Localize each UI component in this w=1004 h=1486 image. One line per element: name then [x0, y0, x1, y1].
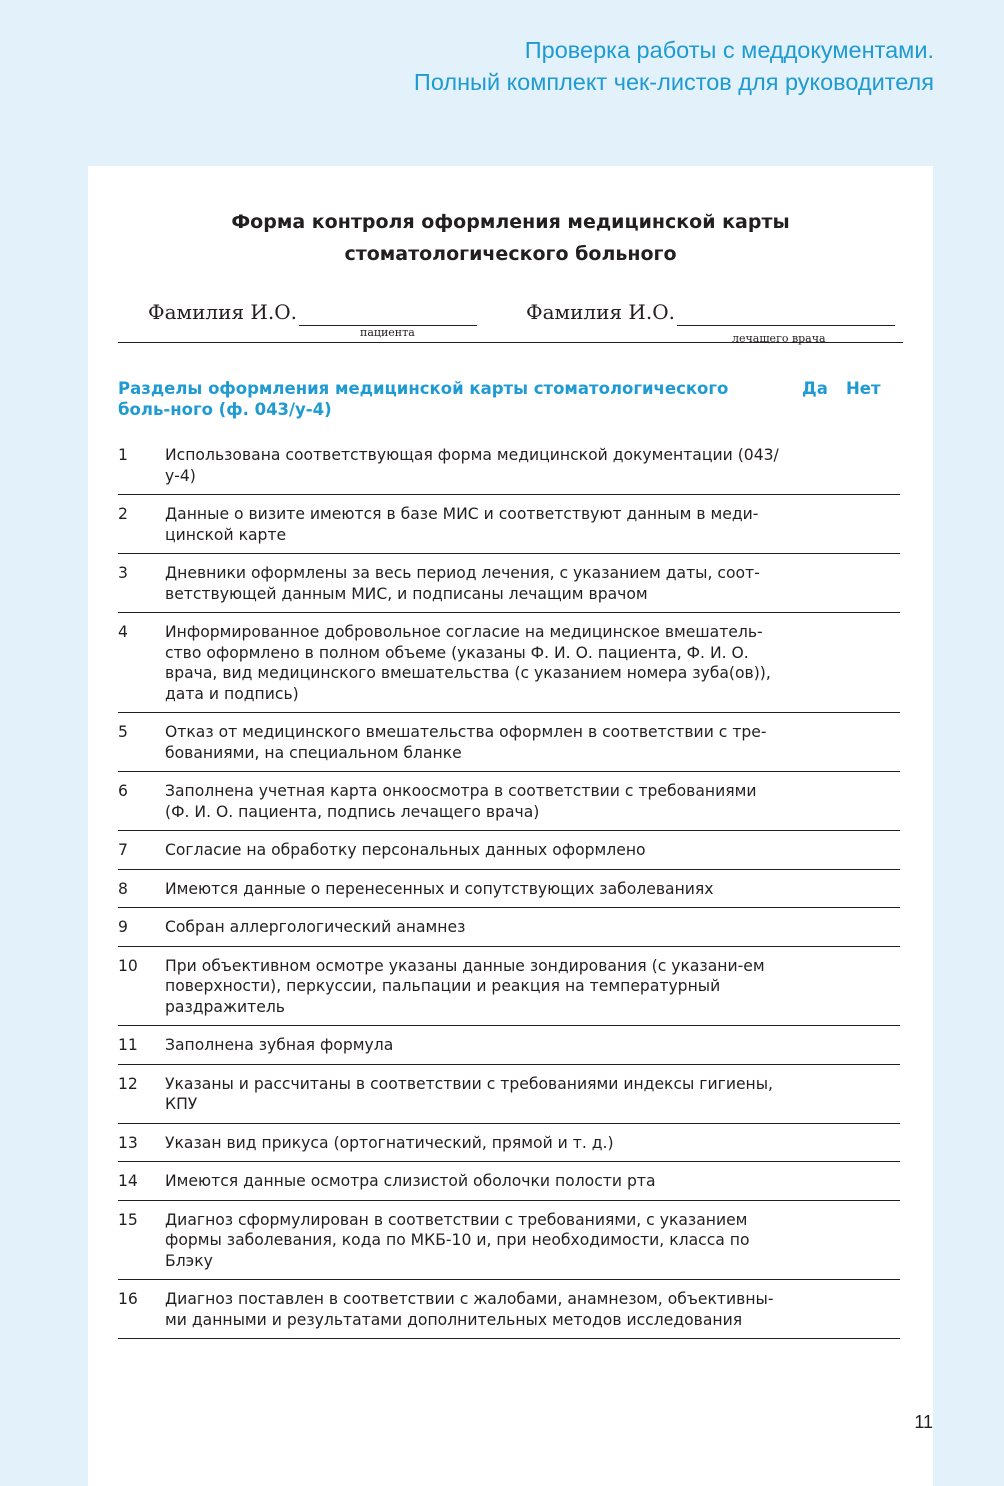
doctor-name-caption: лечащего врача [732, 332, 826, 345]
table-row [118, 947, 900, 1027]
row-number: 14 [118, 1172, 138, 1190]
header-yes: Да [802, 379, 828, 398]
table-row [118, 908, 900, 947]
table-row [118, 613, 900, 713]
header-section: Разделы оформления медицинской карты стоматологического боль-ного (ф. 043/у-4) [118, 379, 729, 419]
row-text: Данные о визите имеются в базе МИС и соответствуют данным в меди-цинской карте [165, 505, 759, 544]
row-number: 1 [118, 446, 128, 464]
row-text: Диагноз сформулирован в соответствии с требованиями, с указанием формы заболевания, кода по МКБ-10 и, при необходимости, класса по Блэку [165, 1210, 750, 1270]
row-text: Заполнена учетная карта онкоосмотра в соответствии с требованиями (Ф. И. О. пациента, подпись лечащего врача) [165, 782, 757, 821]
name-fields [88, 166, 933, 366]
row-text: Согласие на обработку персональных данных оформлено [165, 841, 646, 859]
table-row [118, 1280, 900, 1339]
divider [118, 342, 903, 343]
form-sheet [88, 166, 933, 1486]
table-header [118, 378, 900, 436]
row-number: 11 [118, 1036, 138, 1054]
table-row [118, 436, 900, 495]
row-number: 9 [118, 918, 128, 936]
row-text: Указаны и рассчитаны в соответствии с требованиями индексы гигиены, КПУ [165, 1074, 774, 1113]
row-number: 7 [118, 841, 128, 859]
page-number: 11 [914, 1412, 933, 1432]
row-number: 4 [118, 623, 128, 641]
row-text: Собран аллергологический анамнез [165, 918, 466, 936]
form-title-line-1: Форма контроля оформления медицинской карты [231, 211, 790, 233]
row-text: Информированное добровольное согласие на медицинское вмешатель-ство оформлено в полном объеме (указаны Ф. И. О. пациента, Ф. И. О. врача, вид медицинского вмешательства (с указанием номера зуба(ов)), дата и подпись) [165, 623, 771, 703]
row-text: Имеются данные осмотра слизистой оболочки полости рта [165, 1172, 656, 1190]
table-row [118, 495, 900, 554]
checklist-table [118, 378, 900, 1339]
row-text: При объективном осмотре указаны данные зондирования (с указани-ем поверхности), перкуссии, пальпации и реакция на температурный раздражитель [165, 956, 765, 1016]
table-row [118, 554, 900, 613]
patient-name-label: Фамилия И.О. [148, 300, 297, 324]
row-number: 3 [118, 564, 128, 582]
row-number: 6 [118, 782, 128, 800]
table-row [118, 713, 900, 772]
row-number: 10 [118, 956, 138, 975]
doctor-name-label: Фамилия И.О. [526, 300, 675, 324]
header-line-1: Проверка работы с меддокументами. [524, 37, 934, 63]
row-text: Диагноз поставлен в соответствии с жалобами, анамнезом, объективны-ми данными и результатами дополнительных методов исследования [165, 1290, 774, 1329]
table-row [118, 870, 900, 909]
row-text: Заполнена зубная формула [165, 1036, 394, 1054]
table-row [118, 1065, 900, 1124]
row-number: 5 [118, 723, 128, 741]
table-body [118, 436, 900, 1339]
row-number: 2 [118, 505, 128, 523]
row-number: 12 [118, 1074, 138, 1093]
row-number: 15 [118, 1210, 138, 1229]
table-row [118, 831, 900, 870]
row-text: Имеются данные о перенесенных и сопутствующих заболеваниях [165, 879, 714, 898]
row-text: Указан вид прикуса (ортогнатический, прямой и т. д.) [165, 1133, 614, 1152]
form-title-line-2: стоматологического больного [344, 243, 677, 265]
table-row [118, 772, 900, 831]
row-number: 13 [118, 1133, 138, 1152]
header-line-2: Полный комплект чек-листов для руководителя [413, 69, 934, 95]
table-row [118, 1026, 900, 1065]
row-number: 8 [118, 879, 128, 898]
row-text: Дневники оформлены за весь период лечения, с указанием даты, соот-ветствующей данным МИС, и подписаны лечащим врачом [165, 564, 760, 603]
doctor-name-field[interactable] [677, 325, 895, 326]
header-no: Нет [846, 379, 881, 398]
patient-name-caption: пациента [360, 326, 415, 339]
row-text: Использована соответствующая форма медицинской документации (043/у-4) [165, 446, 779, 485]
row-text: Отказ от медицинского вмешательства оформлен в соответствии с тре-бованиями, на специальном бланке [165, 723, 767, 762]
table-row [118, 1201, 900, 1281]
row-number: 16 [118, 1290, 138, 1308]
table-row [118, 1162, 900, 1201]
page-header [414, 34, 934, 98]
table-row [118, 1124, 900, 1163]
